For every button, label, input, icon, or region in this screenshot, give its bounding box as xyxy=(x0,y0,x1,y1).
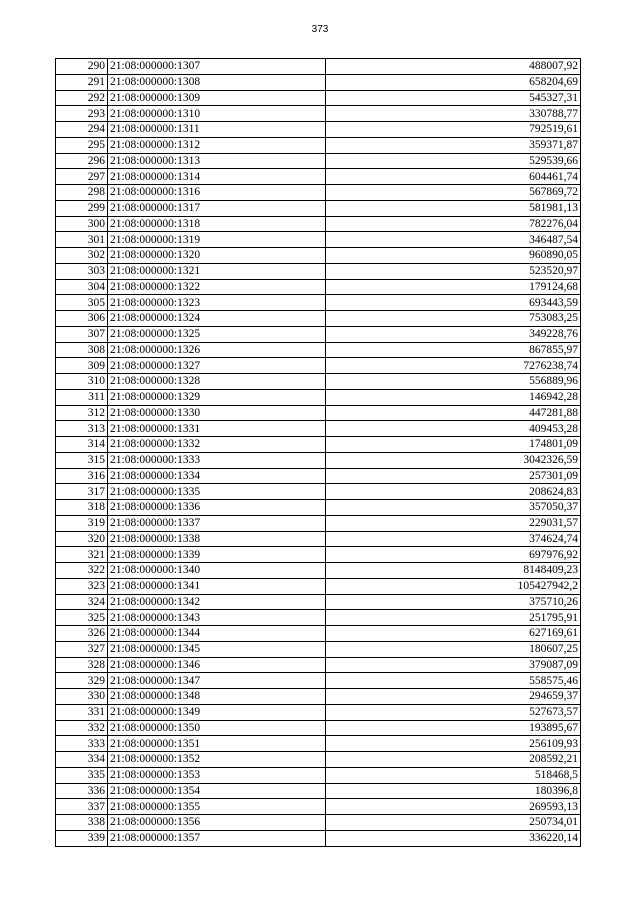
cadastral-number: 21:08:000000:1335 xyxy=(108,484,326,500)
cadastral-value: 346487,54 xyxy=(326,232,581,248)
cadastral-value: 330788,77 xyxy=(326,106,581,122)
table-row xyxy=(56,374,581,390)
row-number: 313 xyxy=(56,421,108,437)
cadastral-number: 21:08:000000:1313 xyxy=(108,153,326,169)
table-row xyxy=(56,452,581,468)
cadastral-number: 21:08:000000:1338 xyxy=(108,531,326,547)
table-row xyxy=(56,122,581,138)
table-row xyxy=(56,767,581,783)
row-number: 320 xyxy=(56,531,108,547)
cadastral-value: 581981,13 xyxy=(326,200,581,216)
cadastral-value: 105427942,2 xyxy=(326,578,581,594)
table-row xyxy=(56,484,581,500)
table-row xyxy=(56,563,581,579)
cadastral-number: 21:08:000000:1311 xyxy=(108,122,326,138)
row-number: 318 xyxy=(56,500,108,516)
cadastral-value: 257301,09 xyxy=(326,468,581,484)
cadastral-value: 294659,37 xyxy=(326,689,581,705)
table-row xyxy=(56,279,581,295)
row-number: 293 xyxy=(56,106,108,122)
cadastral-number: 21:08:000000:1308 xyxy=(108,74,326,90)
table-row xyxy=(56,405,581,421)
cadastral-number: 21:08:000000:1324 xyxy=(108,311,326,327)
row-number: 326 xyxy=(56,626,108,642)
cadastral-value: 488007,92 xyxy=(326,59,581,75)
cadastral-value: 208624,83 xyxy=(326,484,581,500)
cadastral-number: 21:08:000000:1340 xyxy=(108,563,326,579)
cadastral-value: 527673,57 xyxy=(326,704,581,720)
cadastral-value: 269593,13 xyxy=(326,799,581,815)
row-number: 309 xyxy=(56,358,108,374)
row-number: 330 xyxy=(56,689,108,705)
table-row xyxy=(56,468,581,484)
cadastral-value: 3042326,59 xyxy=(326,452,581,468)
cadastral-value: 180607,25 xyxy=(326,641,581,657)
row-number: 317 xyxy=(56,484,108,500)
table-row xyxy=(56,830,581,846)
table-row xyxy=(56,263,581,279)
row-number: 301 xyxy=(56,232,108,248)
table-row xyxy=(56,515,581,531)
row-number: 338 xyxy=(56,815,108,831)
row-number: 290 xyxy=(56,59,108,75)
row-number: 302 xyxy=(56,248,108,264)
cadastral-value: 179124,68 xyxy=(326,279,581,295)
cadastral-value: 604461,74 xyxy=(326,169,581,185)
table-row xyxy=(56,326,581,342)
table-row xyxy=(56,689,581,705)
table-row xyxy=(56,610,581,626)
row-number: 327 xyxy=(56,641,108,657)
table-row xyxy=(56,185,581,201)
row-number: 297 xyxy=(56,169,108,185)
row-number: 310 xyxy=(56,374,108,390)
table-row xyxy=(56,626,581,642)
cadastral-number: 21:08:000000:1350 xyxy=(108,720,326,736)
table-row xyxy=(56,547,581,563)
row-number: 298 xyxy=(56,185,108,201)
cadastral-value: 792519,61 xyxy=(326,122,581,138)
table-row xyxy=(56,137,581,153)
table-row xyxy=(56,200,581,216)
row-number: 292 xyxy=(56,90,108,106)
cadastral-number: 21:08:000000:1332 xyxy=(108,437,326,453)
table-row xyxy=(56,641,581,657)
row-number: 319 xyxy=(56,515,108,531)
cadastral-number: 21:08:000000:1347 xyxy=(108,673,326,689)
cadastral-number: 21:08:000000:1312 xyxy=(108,137,326,153)
table-body xyxy=(56,59,581,847)
page-number: 373 xyxy=(311,24,329,35)
row-number: 336 xyxy=(56,783,108,799)
cadastral-number: 21:08:000000:1341 xyxy=(108,578,326,594)
table-row xyxy=(56,248,581,264)
cadastral-value: 7276238,74 xyxy=(326,358,581,374)
cadastral-value: 753083,25 xyxy=(326,311,581,327)
cadastral-value: 336220,14 xyxy=(326,830,581,846)
table-row xyxy=(56,59,581,75)
row-number: 304 xyxy=(56,279,108,295)
row-number: 332 xyxy=(56,720,108,736)
cadastral-number: 21:08:000000:1352 xyxy=(108,752,326,768)
table-row xyxy=(56,106,581,122)
row-number: 311 xyxy=(56,389,108,405)
row-number: 312 xyxy=(56,405,108,421)
cadastral-number: 21:08:000000:1319 xyxy=(108,232,326,248)
table-row xyxy=(56,295,581,311)
row-number: 337 xyxy=(56,799,108,815)
table-row xyxy=(56,74,581,90)
cadastral-number: 21:08:000000:1353 xyxy=(108,767,326,783)
cadastral-number: 21:08:000000:1342 xyxy=(108,594,326,610)
row-number: 324 xyxy=(56,594,108,610)
cadastral-number: 21:08:000000:1348 xyxy=(108,689,326,705)
table-row xyxy=(56,232,581,248)
cadastral-number: 21:08:000000:1317 xyxy=(108,200,326,216)
table-row xyxy=(56,153,581,169)
table-row xyxy=(56,720,581,736)
cadastral-value: 256109,93 xyxy=(326,736,581,752)
table-row xyxy=(56,594,581,610)
table-row xyxy=(56,704,581,720)
row-number: 296 xyxy=(56,153,108,169)
cadastral-value: 567869,72 xyxy=(326,185,581,201)
row-number: 315 xyxy=(56,452,108,468)
table-row xyxy=(56,169,581,185)
cadastral-number: 21:08:000000:1357 xyxy=(108,830,326,846)
table-row xyxy=(56,311,581,327)
row-number: 306 xyxy=(56,311,108,327)
cadastral-number: 21:08:000000:1307 xyxy=(108,59,326,75)
cadastral-value: 359371,87 xyxy=(326,137,581,153)
table-row xyxy=(56,389,581,405)
table-row xyxy=(56,437,581,453)
cadastral-number: 21:08:000000:1355 xyxy=(108,799,326,815)
cadastral-value: 375710,26 xyxy=(326,594,581,610)
cadastral-number: 21:08:000000:1339 xyxy=(108,547,326,563)
table-row xyxy=(56,216,581,232)
table-row xyxy=(56,783,581,799)
row-number: 314 xyxy=(56,437,108,453)
cadastral-number: 21:08:000000:1356 xyxy=(108,815,326,831)
table-row xyxy=(56,815,581,831)
cadastral-value: 251795,91 xyxy=(326,610,581,626)
cadastral-value: 782276,04 xyxy=(326,216,581,232)
cadastral-value: 8148409,23 xyxy=(326,563,581,579)
cadastral-value: 545327,31 xyxy=(326,90,581,106)
row-number: 303 xyxy=(56,263,108,279)
cadastral-value: 409453,28 xyxy=(326,421,581,437)
cadastral-value: 627169,61 xyxy=(326,626,581,642)
table-row xyxy=(56,578,581,594)
cadastral-number: 21:08:000000:1323 xyxy=(108,295,326,311)
row-number: 295 xyxy=(56,137,108,153)
row-number: 328 xyxy=(56,657,108,673)
cadastral-number: 21:08:000000:1329 xyxy=(108,389,326,405)
table-row xyxy=(56,736,581,752)
row-number: 308 xyxy=(56,342,108,358)
cadastral-value: 208592,21 xyxy=(326,752,581,768)
cadastral-value: 146942,28 xyxy=(326,389,581,405)
cadastral-value: 693443,59 xyxy=(326,295,581,311)
cadastral-number: 21:08:000000:1354 xyxy=(108,783,326,799)
cadastral-value: 529539,66 xyxy=(326,153,581,169)
row-number: 307 xyxy=(56,326,108,342)
row-number: 305 xyxy=(56,295,108,311)
cadastral-number: 21:08:000000:1327 xyxy=(108,358,326,374)
cadastral-value-table xyxy=(55,58,581,847)
cadastral-number: 21:08:000000:1330 xyxy=(108,405,326,421)
cadastral-value: 523520,97 xyxy=(326,263,581,279)
table-row xyxy=(56,531,581,547)
cadastral-number: 21:08:000000:1310 xyxy=(108,106,326,122)
cadastral-value: 349228,76 xyxy=(326,326,581,342)
cadastral-value: 447281,88 xyxy=(326,405,581,421)
table-row xyxy=(56,500,581,516)
cadastral-number: 21:08:000000:1349 xyxy=(108,704,326,720)
row-number: 335 xyxy=(56,767,108,783)
table-row xyxy=(56,657,581,673)
cadastral-value: 379087,09 xyxy=(326,657,581,673)
table-row xyxy=(56,752,581,768)
cadastral-value: 960890,05 xyxy=(326,248,581,264)
cadastral-number: 21:08:000000:1343 xyxy=(108,610,326,626)
cadastral-value: 558575,46 xyxy=(326,673,581,689)
row-number: 331 xyxy=(56,704,108,720)
cadastral-number: 21:08:000000:1314 xyxy=(108,169,326,185)
table-row xyxy=(56,342,581,358)
cadastral-number: 21:08:000000:1333 xyxy=(108,452,326,468)
cadastral-value: 556889,96 xyxy=(326,374,581,390)
cadastral-number: 21:08:000000:1325 xyxy=(108,326,326,342)
cadastral-number: 21:08:000000:1345 xyxy=(108,641,326,657)
cadastral-value: 357050,37 xyxy=(326,500,581,516)
cadastral-number: 21:08:000000:1331 xyxy=(108,421,326,437)
table-row xyxy=(56,358,581,374)
table-row xyxy=(56,421,581,437)
cadastral-number: 21:08:000000:1336 xyxy=(108,500,326,516)
row-number: 325 xyxy=(56,610,108,626)
cadastral-number: 21:08:000000:1321 xyxy=(108,263,326,279)
row-number: 334 xyxy=(56,752,108,768)
cadastral-value: 867855,97 xyxy=(326,342,581,358)
cadastral-number: 21:08:000000:1320 xyxy=(108,248,326,264)
cadastral-number: 21:08:000000:1322 xyxy=(108,279,326,295)
cadastral-number: 21:08:000000:1328 xyxy=(108,374,326,390)
cadastral-number: 21:08:000000:1351 xyxy=(108,736,326,752)
row-number: 299 xyxy=(56,200,108,216)
row-number: 329 xyxy=(56,673,108,689)
cadastral-number: 21:08:000000:1337 xyxy=(108,515,326,531)
cadastral-value: 193895,67 xyxy=(326,720,581,736)
table-row xyxy=(56,673,581,689)
cadastral-value: 250734,01 xyxy=(326,815,581,831)
row-number: 291 xyxy=(56,74,108,90)
row-number: 323 xyxy=(56,578,108,594)
cadastral-value: 174801,09 xyxy=(326,437,581,453)
row-number: 300 xyxy=(56,216,108,232)
row-number: 339 xyxy=(56,830,108,846)
cadastral-value: 697976,92 xyxy=(326,547,581,563)
cadastral-number: 21:08:000000:1318 xyxy=(108,216,326,232)
table-row xyxy=(56,799,581,815)
cadastral-number: 21:08:000000:1309 xyxy=(108,90,326,106)
cadastral-number: 21:08:000000:1346 xyxy=(108,657,326,673)
cadastral-value: 658204,69 xyxy=(326,74,581,90)
cadastral-value: 518468,5 xyxy=(326,767,581,783)
row-number: 333 xyxy=(56,736,108,752)
row-number: 316 xyxy=(56,468,108,484)
cadastral-value: 229031,57 xyxy=(326,515,581,531)
cadastral-number: 21:08:000000:1334 xyxy=(108,468,326,484)
cadastral-value: 180396,8 xyxy=(326,783,581,799)
row-number: 321 xyxy=(56,547,108,563)
cadastral-value: 374624,74 xyxy=(326,531,581,547)
cadastral-number: 21:08:000000:1326 xyxy=(108,342,326,358)
row-number: 322 xyxy=(56,563,108,579)
row-number: 294 xyxy=(56,122,108,138)
cadastral-number: 21:08:000000:1344 xyxy=(108,626,326,642)
table-row xyxy=(56,90,581,106)
cadastral-number: 21:08:000000:1316 xyxy=(108,185,326,201)
